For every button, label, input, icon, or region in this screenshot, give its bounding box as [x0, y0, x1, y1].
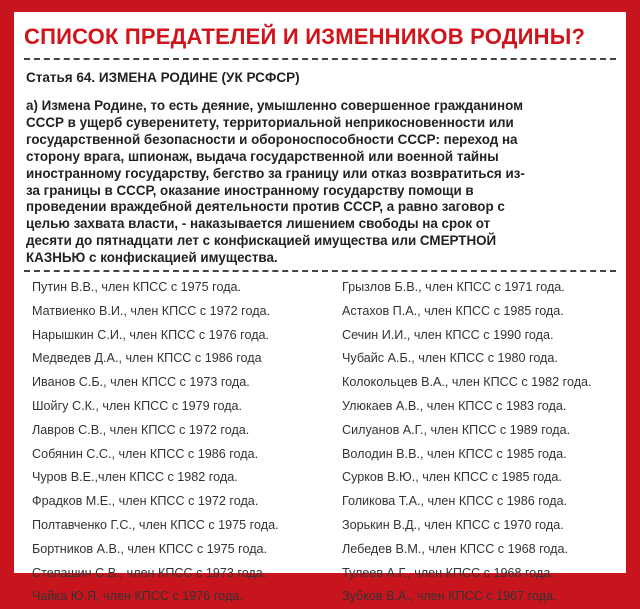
divider-top [24, 58, 616, 60]
list-item: Сурков В.Ю., член КПСС с 1985 года. [342, 470, 562, 485]
list-item: Полтавченко Г.С., член КПСС с 1975 года. [32, 517, 279, 532]
list-item: Чубайс А.Б., член КПСС с 1980 года. [342, 351, 558, 366]
law-line: а) Измена Родине, то есть деяние, умышленно совершенное гражданином [26, 98, 523, 113]
list-item: Собянин С.С., член КПСС с 1986 года. [32, 446, 259, 461]
list-item: Улюкаев А.В., член КПСС с 1983 года. [342, 398, 567, 413]
names-list-left [32, 276, 322, 609]
list-item: Зубков В.А., член КПСС с 1967 года. [342, 589, 557, 604]
list-item: Астахов П.А., член КПСС с 1985 года. [342, 303, 564, 318]
names-list-right [342, 276, 632, 609]
divider-bottom [24, 270, 616, 272]
list-item: Лебедев В.М., член КПСС с 1968 года. [342, 541, 569, 556]
article-heading: Статья 64. ИЗМЕНА РОДИНЕ (УК РСФСР) [26, 70, 300, 85]
list-item: Медведев Д.А., член КПСС с 1986 года [32, 351, 262, 366]
list-item: Чайка Ю.Я, член КПСС с 1976 года. [32, 589, 243, 604]
poster-card [14, 12, 626, 604]
law-line: за границы в СССР, оказание иностранному государству помощи в [26, 182, 474, 198]
list-item: Матвиенко В.И., член КПСС с 1972 года. [32, 303, 271, 318]
list-item: Степашин С.В., член КПСС с 1973 года. [32, 565, 267, 580]
list-item: Фрадков М.Е., член КПСС с 1972 года. [32, 494, 259, 509]
law-line: иностранному государству, бегство за границу или отказ возвратиться из- [26, 165, 525, 181]
list-item: Голикова Т.А., член КПСС с 1986 года. [342, 494, 568, 509]
list-item: Нарышкин С.И., член КПСС с 1976 года. [32, 327, 270, 342]
list-item: Лавров С.В., член КПСС с 1972 года. [32, 422, 250, 437]
list-item: Зорькин В.Д., член КПСС с 1970 года. [342, 517, 564, 532]
list-item: Иванов С.Б., член КПСС с 1973 года. [32, 375, 250, 390]
list-item: Сечин И.И., член КПСС с 1990 года. [342, 327, 554, 342]
law-line: проведении враждебной деятельности против СССР, а равно заговор с [26, 199, 505, 215]
law-line: десяти до пятнадцати лет с конфискацией имущества или СМЕРТНОЙ [26, 233, 497, 249]
law-line: государственной безопасности и обороноспособности СССР: переход на [26, 131, 518, 147]
law-text [26, 98, 618, 267]
law-line: КАЗНЬЮ с конфискацией имущества. [26, 250, 278, 266]
law-line: сторону врага, шпионаж, выдача государственной или военной тайны [26, 148, 499, 164]
list-item: Чуров В.Е.,член КПСС с 1982 года. [32, 470, 238, 485]
list-item: Володин В.В., член КПСС с 1985 года. [342, 446, 567, 461]
list-item: Тулеев А.Г., член КПСС с 1968 года. [342, 565, 554, 580]
list-item: Колокольцев В.А., член КПСС с 1982 года. [342, 375, 592, 390]
list-item: Путин В.В., член КПСС с 1975 года. [32, 280, 242, 294]
poster-title: СПИСОК ПРЕДАТЕЛЕЙ И ИЗМЕННИКОВ РОДИНЫ? [24, 24, 586, 49]
list-item: Шойгу С.К., член КПСС с 1979 года. [32, 398, 243, 413]
law-line: целью захвата власти, - наказывается лишением свободы на срок от [26, 216, 491, 232]
law-line: СССР в ущерб суверенитету, территориальной неприкосновенности или [26, 114, 514, 130]
list-item: Силуанов А.Г., член КПСС с 1989 года. [342, 422, 571, 437]
list-item: Бортников А.В., член КПСС с 1975 года. [32, 541, 268, 556]
list-item: Грызлов Б.В., член КПСС с 1971 года. [342, 280, 565, 294]
